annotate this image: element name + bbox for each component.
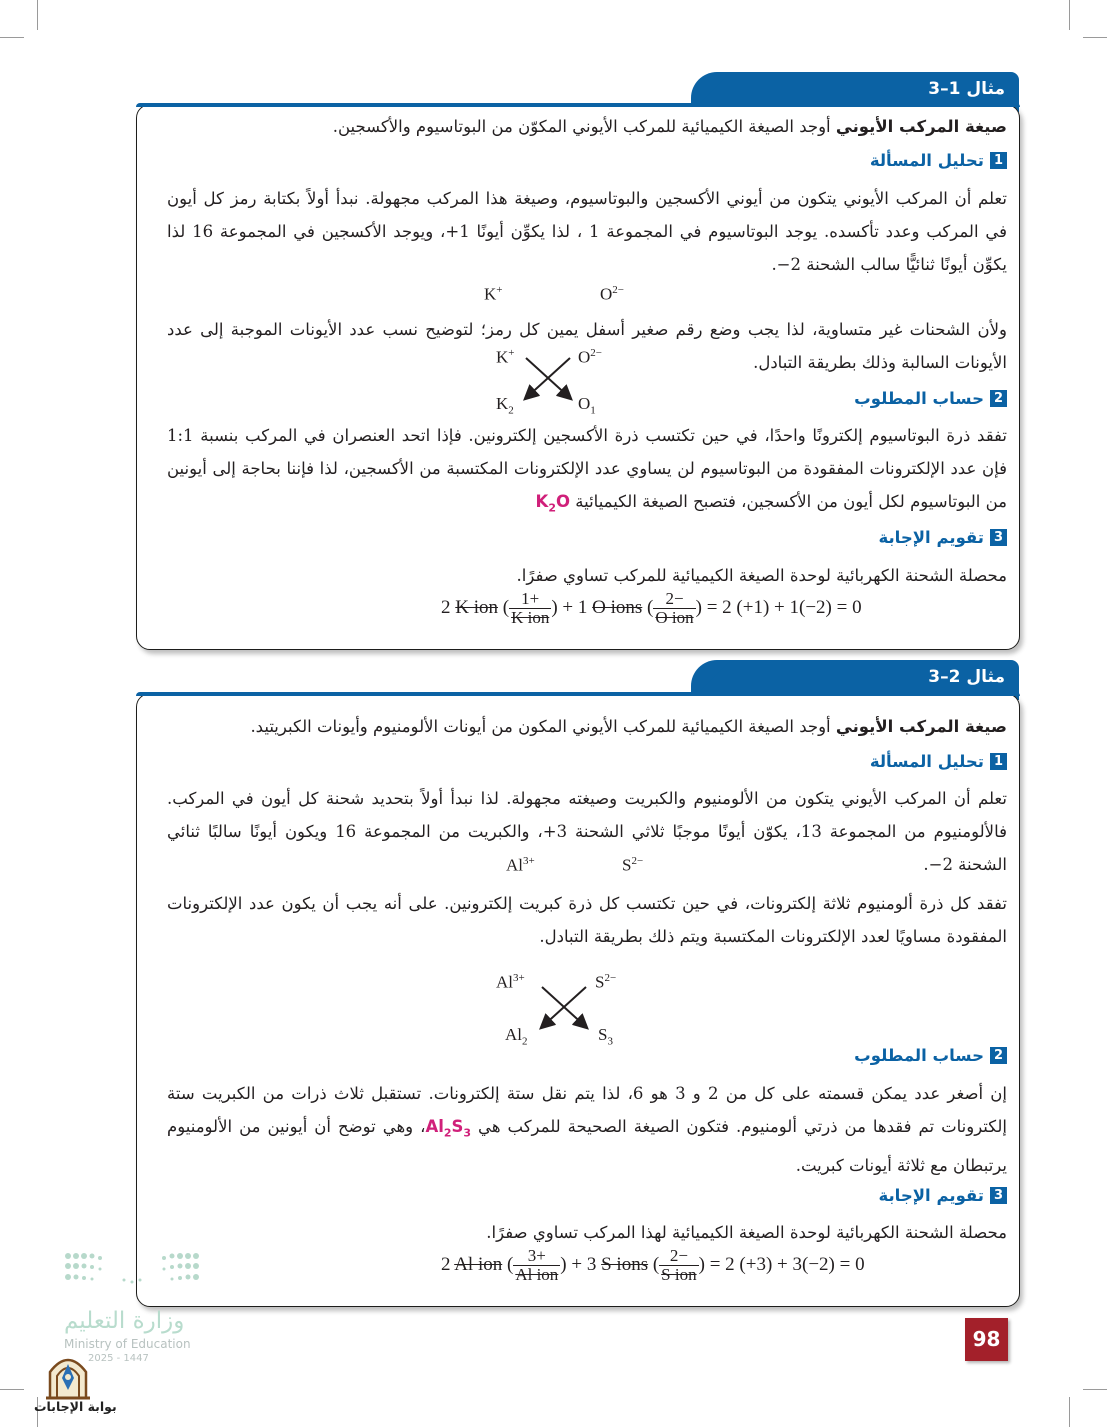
crop-mark <box>1083 37 1107 38</box>
formula-k2o: $K_2O$ <box>535 492 570 515</box>
ex2-step2-paragraph: إن أصغر عدد يمكن قسمته على كل من 2 و 3 هو 6، لذا يتم نقل ستة إلكترونات. تستقبل ثلاث ذرات من الكبريت ستة إلكترونات تم فقدها من ذرتي ألومنيوم. فتكون الصيغة الصحيحة للمركب هي $Al_2S_3،$ وهي توضح أن أيونين من الألومنيوم يرتبطان مع ثلاثة أيونات كبريت. <box>167 1084 1007 1176</box>
crop-mark <box>1069 1397 1070 1427</box>
page-number: 98 <box>965 1318 1008 1361</box>
ex2-step1-paragraph-2: تفقد كل ذرة ألومنيوم ثلاثة إلكترونات، في حين تكتسب كل ذرة كبريت إلكترونين. على أنه يجب أن يكون عدد الإلكترونات المفقودة مساويًا لعدد الإلكترونات المكتسبة ويتم ذلك بطريقة التبادل. <box>167 894 1007 946</box>
example-2-label: مثال 2–3 <box>928 667 1005 687</box>
step-title: تقويم الإجابة <box>878 1186 984 1205</box>
prompt-text: أوجد الصيغة الكيميائية للمركب الأيوني المكوّن من البوتاسيوم والأكسجين. <box>332 117 836 136</box>
example-2-prompt <box>167 710 1007 743</box>
ex1-step2-paragraph: تفقد ذرة البوتاسيوم إلكترونًا واحدًا، في حين تكتسب ذرة الأكسجين إلكترونين. فإذا اتحد العنصران في المركب بنسبة 1:1 فإن عدد الإلكترونات المفقودة من البوتاسيوم لن يساوي عدد الإلكترونات المكتسبة من الأكسجين، لذا فإننا بحاجة إلى أيونين من البوتاسيوم لكل أيون من الأكسجين، فتصبح الصيغة الكيميائية $K_2O$ <box>167 426 1007 515</box>
ex2-step1-paragraph: تعلم أن المركب الأيوني يتكون من الألومنيوم والكبريت وصيغته مجهولة. لذا نبدأ أولاً بتحديد شحنة كل أيون في المركب. فالألومنيوم من المجموعة 13، يكوّن أيونًا موجبًا ثلاثي الشحنة 3+، والكبريت من المجموعة 16 ويكون أيونًا سالبًا ثنائي الشحنة 2−. <box>167 789 1007 874</box>
ex1-charge-equation: 2 K ion ( $\frac{1+}{\text{K ion}}$ ) + 1 O ions ( $\frac{2-}{\text{O ion}}$ ) = 2 (+1) + 1(−2) = 0 <box>441 589 862 627</box>
ex2-step3-heading <box>878 1186 1007 1205</box>
step-number: 2 <box>990 1047 1007 1064</box>
step-number: 1 <box>990 753 1007 770</box>
cross-result-oxide: $O_1$ <box>578 394 596 417</box>
crossover-arrows <box>536 985 592 1033</box>
step-title: تحليل المسألة <box>869 151 984 170</box>
ex2-step2-heading <box>854 1046 1007 1065</box>
crop-mark <box>1069 0 1070 30</box>
ion-potassium: K+ <box>484 284 503 304</box>
ex2-step1-heading <box>870 752 1007 771</box>
example-1-prompt <box>167 110 1007 143</box>
cross-result-aluminum: $Al_2$ <box>505 1025 528 1048</box>
step-number: 3 <box>990 529 1007 546</box>
mosque-watermark-icon <box>44 1350 92 1400</box>
ex1-step2-heading <box>854 389 1007 408</box>
formula-al2s3: $Al_2S_3$ <box>425 1117 472 1140</box>
prompt-bold-label: صيغة المركب الأيوني <box>835 117 1007 136</box>
ex1-step1-paragraph: تعلم أن المركب الأيوني يتكون من أيوني الأكسجين والبوتاسيوم، وصيغة هذا المركب مجهولة. نبدأ أولاً بكتابة رمز كل أيون في المركب وعدد تأكسده. يوجد البوتاسيوم في المجموعة 1 ، لذا يكوِّن أيونًا 1+، ويوجد الأكسجين في المجموعة 16 لذا يكوِّن أيونًا ثنائيًّا سالب الشحنة 2−. <box>167 189 1007 274</box>
crop-mark <box>1083 1389 1107 1390</box>
step-title: تحليل المسألة <box>869 752 984 771</box>
ministry-name-arabic: وزارة التعليم <box>64 1308 185 1334</box>
ministry-year: 2025 - 1447 <box>88 1353 149 1364</box>
ion-sulfide: $S^{2-}$ <box>622 855 644 875</box>
ex1-step1-paragraph-2: ولأن الشحنات غير متساوية، لذا يجب وضع رقم صغير أسفل يمين كل رمز؛ لتوضيح نسب عدد الأيونات الموجبة إلى عدد الأيونات السالبة وذلك بطريقة التبادل. <box>167 320 1007 372</box>
cross-ion-sulfide: $S^{2-}$ <box>595 972 617 992</box>
example-1-label: مثال 1–3 <box>928 79 1005 99</box>
ion-oxide: $O^{2-}$ <box>600 284 624 304</box>
ex1-step3-paragraph: محصلة الشحنة الكهربائية لوحدة الصيغة الكيميائية للمركب تساوي صفرًا. <box>516 566 1007 585</box>
ion-aluminum: $Al^{3+}$ <box>506 855 535 875</box>
crossover-arrows <box>520 356 576 404</box>
prompt-text: أوجد الصيغة الكيميائية للمركب الأيوني المكون من أيونات الألومنيوم وأيونات الكبريتيد. <box>250 717 836 736</box>
ex2-charge-equation: 2 Al ion ( $\frac{3+}{\text{Al ion}}$ ) + 3 S ions ( $\frac{2-}{\text{S ion}}$ ) = 2 (+3) + 3(−2) = 0 <box>441 1246 865 1284</box>
ministry-name-english: Ministry of Education <box>64 1337 191 1351</box>
ex2-step3-paragraph: محصلة الشحنة الكهربائية لوحدة الصيغة الكيميائية لهذا المركب تساوي صفرًا. <box>486 1223 1007 1242</box>
step-number: 2 <box>990 390 1007 407</box>
cross-ion-oxide: $O^{2-}$ <box>578 347 602 367</box>
step-title: حساب المطلوب <box>854 1046 984 1065</box>
step-number: 3 <box>990 1187 1007 1204</box>
crop-mark <box>0 1389 24 1390</box>
cross-result-potassium: $K_2$ <box>496 394 514 417</box>
step-title: تقويم الإجابة <box>878 528 984 547</box>
ex1-step3-heading <box>878 528 1007 547</box>
step-number: 1 <box>990 152 1007 169</box>
ministry-logo-dots <box>64 1250 200 1286</box>
prompt-bold-label: صيغة المركب الأيوني <box>835 717 1007 736</box>
cross-ion-aluminum: $Al^{3+}$ <box>496 972 525 992</box>
step-title: حساب المطلوب <box>854 389 984 408</box>
cross-result-sulfide: $S_3$ <box>598 1025 613 1048</box>
watermark-label: بوابة الإجابات <box>34 1399 117 1414</box>
crop-mark <box>0 37 24 38</box>
ex1-step1-heading <box>870 151 1007 170</box>
crop-mark <box>37 0 38 30</box>
cross-ion-potassium: K+ <box>496 347 515 367</box>
